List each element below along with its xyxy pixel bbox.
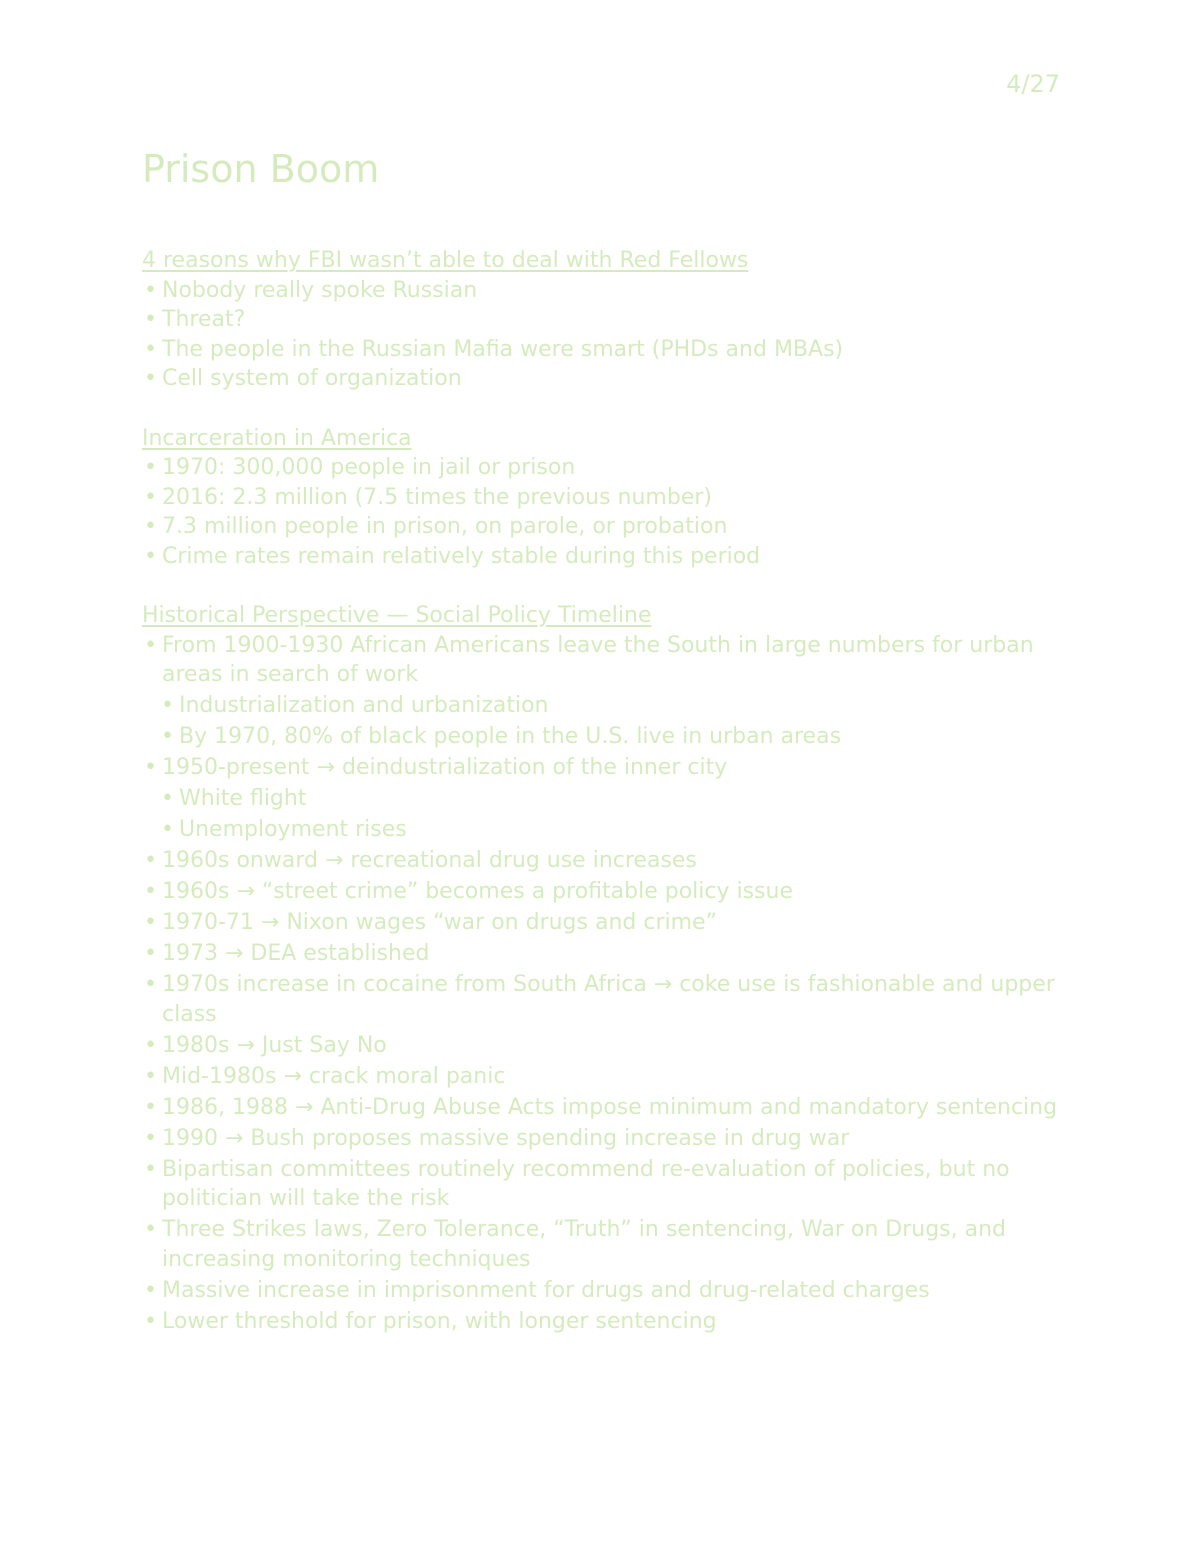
list-item: • 1960s onward → recreational drug use increases [142, 846, 1062, 876]
list-item: • 1973 → DEA established [142, 939, 1062, 969]
sub-list-item: • By 1970, 80% of black people in the U.S. live in urban areas [159, 722, 1062, 752]
list-item: • 1970-71 → Nixon wages “war on drugs and crime” [142, 908, 1062, 938]
sub-list-item: • White flight [159, 784, 1062, 814]
list-item: • The people in the Russian Mafia were smart (PHDs and MBAs) [142, 335, 1062, 365]
list-item: • 1970: 300,000 people in jail or prison [142, 453, 1062, 483]
list-item: • Cell system of organization [142, 364, 1062, 394]
bullet-list [142, 276, 1062, 394]
section-heading: Historical Perspective — Social Policy Timeline [142, 603, 652, 628]
list-item: • From 1900-1930 African Americans leave the South in large numbers for urban areas in search of work [142, 631, 1062, 690]
list-item: • 1980s → Just Say No [142, 1031, 1062, 1061]
list-item: • Mid-1980s → crack moral panic [142, 1062, 1062, 1092]
list-item: • Nobody really spoke Russian [142, 276, 1062, 306]
sub-list-item: • Unemployment rises [159, 815, 1062, 845]
list-item: • 1950-present → deindustrialization of the inner city [142, 753, 1062, 783]
list-item: • 1970s increase in cocaine from South Africa → coke use is fashionable and upper class [142, 970, 1062, 1029]
list-item: • 1960s → “street crime” becomes a profitable policy issue [142, 877, 1062, 907]
list-item: • Lower threshold for prison, with longer sentencing [142, 1307, 1062, 1337]
section-heading: 4 reasons why FBI wasn’t able to deal with Red Fellows [142, 248, 749, 273]
bullet-list [142, 453, 1062, 571]
page-title: Prison Boom [142, 147, 380, 191]
bullet-list [142, 631, 1062, 1337]
list-item: • Massive increase in imprisonment for drugs and drug-related charges [142, 1276, 1062, 1306]
section-fbi-reasons [142, 246, 1062, 394]
list-item: • Three Strikes laws, Zero Tolerance, “Truth” in sentencing, War on Drugs, and increasing monitoring techniques [142, 1215, 1062, 1274]
list-item: • 1986, 1988 → Anti-Drug Abuse Acts impose minimum and mandatory sentencing [142, 1093, 1062, 1123]
list-item: • Bipartisan committees routinely recommend re-evaluation of policies, but no politician will take the risk [142, 1155, 1062, 1214]
notes-body [142, 246, 1062, 1366]
section-incarceration [142, 424, 1062, 572]
list-item: • Threat? [142, 305, 1062, 335]
page-date: 4/27 [1006, 70, 1060, 98]
sub-list-item: • Industrialization and urbanization [159, 691, 1062, 721]
list-item: • 7.3 million people in prison, on parole, or probation [142, 512, 1062, 542]
list-item: • 1990 → Bush proposes massive spending increase in drug war [142, 1124, 1062, 1154]
list-item: • Crime rates remain relatively stable during this period [142, 542, 1062, 572]
section-heading: Incarceration in America [142, 425, 412, 451]
list-item: • 2016: 2.3 million (7.5 times the previous number) [142, 483, 1062, 513]
section-timeline [142, 601, 1062, 1336]
